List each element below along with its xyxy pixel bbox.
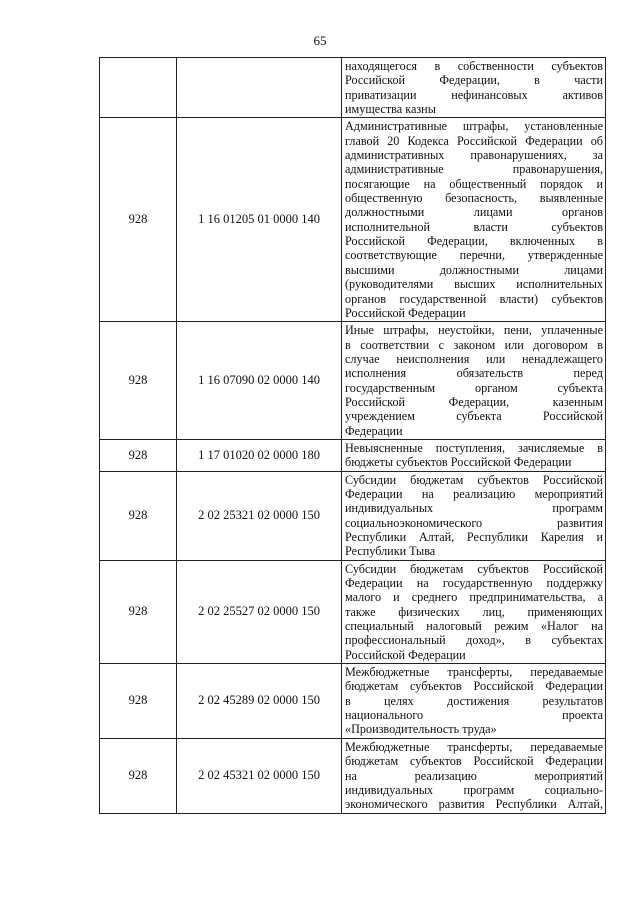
revenue-name-cell [342, 439, 606, 471]
table-row [100, 322, 606, 440]
admin-code-cell: 928 [100, 322, 177, 440]
revenue-code-cell [177, 58, 342, 118]
name-line: Федерации на реализацию мероприятий [345, 486, 603, 501]
revenue-code-cell: 2 02 45289 02 0000 150 [177, 664, 342, 739]
name-line: общественную безопасность, выявленные [345, 191, 603, 206]
name-line: Административные штрафы, установленные [345, 119, 603, 134]
revenue-name-cell [342, 322, 606, 440]
admin-code-cell: 928 [100, 738, 177, 813]
revenue-name-cell [342, 118, 606, 322]
name-line: Российской Федерации [345, 305, 466, 320]
name-line: административные правонарушения, [345, 162, 603, 177]
name-line: административных правонарушениях, за [345, 148, 603, 163]
name-line: Иные штрафы, неустойки, пени, уплаченные [345, 323, 603, 338]
table-row [100, 560, 606, 663]
name-line: случае неисполнения или ненадлежащего [345, 351, 603, 366]
table-row [100, 471, 606, 560]
table-row [100, 58, 606, 118]
admin-code-cell: 928 [100, 471, 177, 560]
name-line: органов государственной власти) субъектов [345, 291, 603, 306]
revenue-code-cell: 2 02 25527 02 0000 150 [177, 560, 342, 663]
name-line: «Производительность труда» [345, 722, 497, 737]
name-line: Российской Федерации [345, 647, 466, 662]
revenue-name-cell [342, 58, 606, 118]
name-line: Субсидии бюджетам субъектов Российской [345, 472, 603, 487]
name-line: специальный налоговый режим «Налог на [345, 619, 603, 634]
revenue-code-cell: 1 17 01020 02 0000 180 [177, 439, 342, 471]
revenue-name-cell [342, 664, 606, 739]
name-line: находящегося в собственности субъектов [345, 59, 603, 73]
revenue-name-cell [342, 738, 606, 813]
name-line: (руководителями высших исполнительных [345, 277, 603, 292]
table-row [100, 118, 606, 322]
budget-revenue-table [99, 57, 606, 814]
name-line: индивидуальных программ социально- [345, 782, 603, 797]
name-line: в целях достижения результатов [345, 693, 603, 708]
admin-code-cell: 928 [100, 439, 177, 471]
name-line: должностными лицами органов [345, 205, 603, 220]
revenue-code-cell: 1 16 07090 02 0000 140 [177, 322, 342, 440]
name-line: Межбюджетные трансферты, передаваемые [345, 739, 603, 754]
name-line: экономического развития Республики Алтай, [345, 797, 603, 812]
table-row [100, 664, 606, 739]
name-line: Федерации [345, 423, 403, 438]
name-line: профессиональный доход», в субъектах [345, 633, 603, 648]
name-line: главой 20 Кодекса Российской Федерации об [345, 133, 603, 148]
revenue-name-cell [342, 560, 606, 663]
name-line: Российской Федерации, казенным [345, 394, 603, 409]
name-line: на реализацию мероприятий [345, 768, 603, 783]
name-line: исполнения обязательств перед [345, 366, 603, 381]
name-line: Республики Алтай, Республики Карелия и [345, 530, 603, 544]
revenue-code-cell: 2 02 25321 02 0000 150 [177, 471, 342, 560]
name-line: Федерации на государственную поддержку [345, 576, 603, 591]
name-line: индивидуальных программ [345, 501, 603, 516]
name-line: национального проекта [345, 708, 603, 723]
name-line: посягающие на общественный порядок и [345, 176, 603, 191]
name-line: малого и среднего предпринимательства, а [345, 590, 603, 605]
name-line: Невыясненные поступления, зачисляемые в [345, 440, 603, 455]
table-row [100, 439, 606, 471]
revenue-code-cell: 2 02 45321 02 0000 150 [177, 738, 342, 813]
name-line: бюджетам субъектов Российской Федерации [345, 679, 603, 694]
revenue-code-cell: 1 16 01205 01 0000 140 [177, 118, 342, 322]
name-line: исполнительной власти субъектов [345, 219, 603, 234]
admin-code-cell: 928 [100, 560, 177, 663]
name-line: в соответствии с законом или договором в [345, 337, 603, 352]
name-line: бюджеты субъектов Российской Федерации [345, 455, 572, 470]
admin-code-cell: 928 [100, 664, 177, 739]
name-line: соответствующие перечни, утвержденные [345, 248, 603, 263]
name-line: Межбюджетные трансферты, передаваемые [345, 665, 603, 680]
name-line: учреждением субъекта Российской [345, 409, 603, 424]
name-line: приватизации нефинансовых активов [345, 87, 603, 102]
name-line: также физических лиц, применяющих [345, 604, 603, 619]
name-line: Субсидии бюджетам субъектов Российской [345, 561, 603, 576]
page-number: 65 [313, 33, 327, 48]
name-line: бюджетам субъектов Российской Федерации [345, 754, 603, 769]
admin-code-cell [100, 58, 177, 118]
table-row [100, 738, 606, 813]
name-line: Российской Федерации, включенных в [345, 234, 603, 249]
name-line: имущества казны [345, 102, 436, 117]
name-line: высшими должностными лицами [345, 262, 603, 277]
name-line: Российской Федерации, в части [345, 73, 603, 88]
name-line: государственным органом субъекта [345, 380, 603, 395]
admin-code-cell: 928 [100, 118, 177, 322]
name-line: социальноэкономического развития [345, 515, 603, 530]
name-line: Республики Тыва [345, 544, 436, 559]
revenue-name-cell [342, 471, 606, 560]
